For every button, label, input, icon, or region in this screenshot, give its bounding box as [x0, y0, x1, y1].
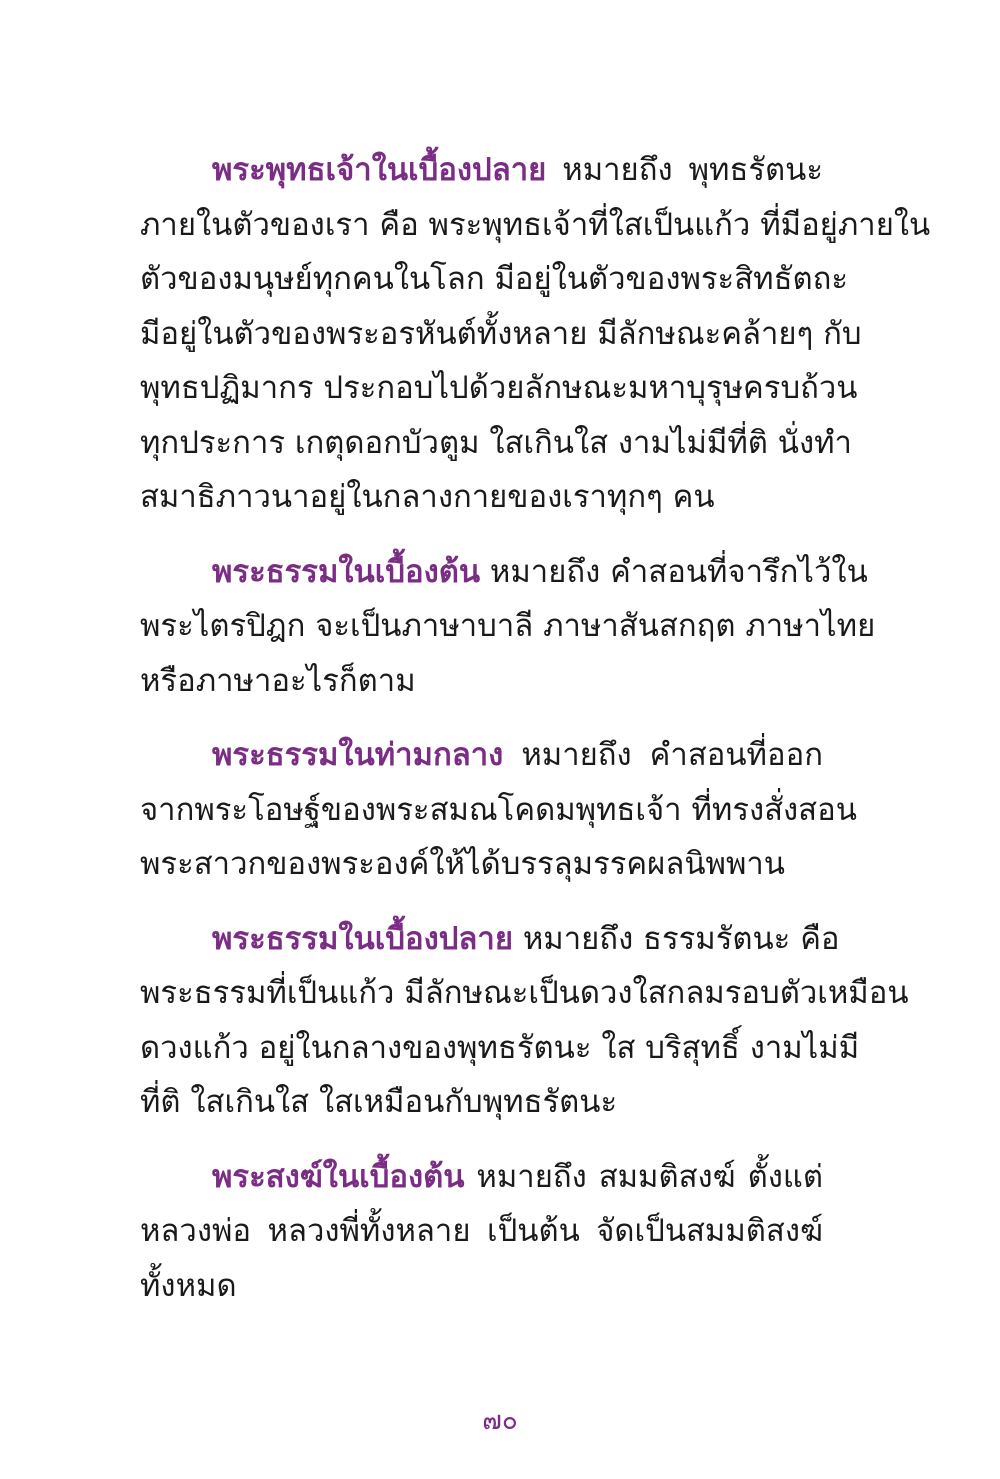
text-line: ทุกประการ เกตุดอกบัวตูม ใสเกินใส งามไม่มีที่ติ นั่งทำ — [140, 424, 852, 461]
text-line — [140, 545, 868, 600]
line-text: หมายถึง สมมติสงฆ์ ตั้งแต่ — [464, 1158, 823, 1195]
text-line: หลวงพ่อ หลวงพี่ทั้งหลาย เป็นต้น จัดเป็นสมมติสงฆ์ — [140, 1213, 823, 1249]
paragraph-sangha-beginning — [140, 1150, 823, 1314]
text-line: สมาธิภาวนาอยู่ในกลางกายของเราทุกๆ คน — [140, 479, 715, 515]
term-heading: พระธรรมในเบื้องต้น — [212, 553, 481, 590]
text-line: มีอยู่ในตัวของพระอรหันต์ทั้งหลาย มีลักษณะคล้ายๆ กับ — [140, 315, 862, 352]
term-heading: พระสงฆ์ในเบื้องต้น — [212, 1158, 465, 1195]
text-line: ที่ติ ใสเกินใส ใสเหมือนกับพุทธรัตนะ — [140, 1084, 618, 1120]
paragraph-dhamma-middle — [140, 728, 857, 892]
line-text: หมายถึง พุทธรัตนะ — [546, 152, 823, 188]
text-line: ภายในตัวของเรา คือ พระพุทธเจ้าที่ใสเป็นแก้ว ที่มีอยู่ภายใน — [140, 206, 931, 243]
term-heading: พระพุทธเจ้าในเบื้องปลาย — [212, 152, 547, 188]
text-line: พระสาวกของพระองค์ให้ได้บรรลุมรรคผลนิพพาน — [140, 846, 785, 882]
text-line — [140, 143, 823, 198]
text-line: พุทธปฏิมากร ประกอบไปด้วยลักษณะมหาบุรุษครบถ้วน — [140, 370, 858, 406]
line-text: หมายถึง ธรรมรัตนะ คือ — [513, 920, 840, 957]
text-line: พระธรรมที่เป็นแก้ว มีลักษณะเป็นดวงใสกลมรอบตัวเหมือน — [140, 975, 909, 1011]
paragraph-dhamma-beginning — [140, 545, 876, 709]
line-text: หมายถึง คำสอนที่จารึกไว้ใน — [480, 553, 868, 590]
text-line — [140, 728, 823, 783]
page-content — [140, 143, 931, 1333]
term-heading: พระธรรมในเบื้องปลาย — [212, 920, 513, 957]
text-line: ดวงแก้ว อยู่ในกลางของพุทธรัตนะ ใส บริสุทธิ์ งามไม่มี — [140, 1029, 860, 1066]
line-text: หมายถึง คำสอนที่ออก — [503, 737, 823, 773]
text-line — [140, 1150, 823, 1205]
paragraph-dhamma-end — [140, 912, 909, 1130]
text-line — [140, 912, 840, 967]
text-line: ทั้งหมด — [140, 1267, 237, 1304]
page-number: ๗๐ — [482, 1406, 518, 1436]
term-heading: พระธรรมในท่ามกลาง — [212, 737, 504, 773]
text-line: ตัวของมนุษย์ทุกคนในโลก มีอยู่ในตัวของพระสิทธัตถะ — [140, 261, 849, 297]
text-line: หรือภาษาอะไรก็ตาม — [140, 662, 416, 699]
paragraph-buddha-end — [140, 143, 931, 525]
text-line: จากพระโอษฐ์ของพระสมณโคดมพุทธเจ้า ที่ทรงสั่งสอน — [140, 791, 857, 828]
text-line: พระไตรปิฎก จะเป็นภาษาบาลี ภาษาสันสกฤต ภาษาไทย — [140, 608, 876, 644]
